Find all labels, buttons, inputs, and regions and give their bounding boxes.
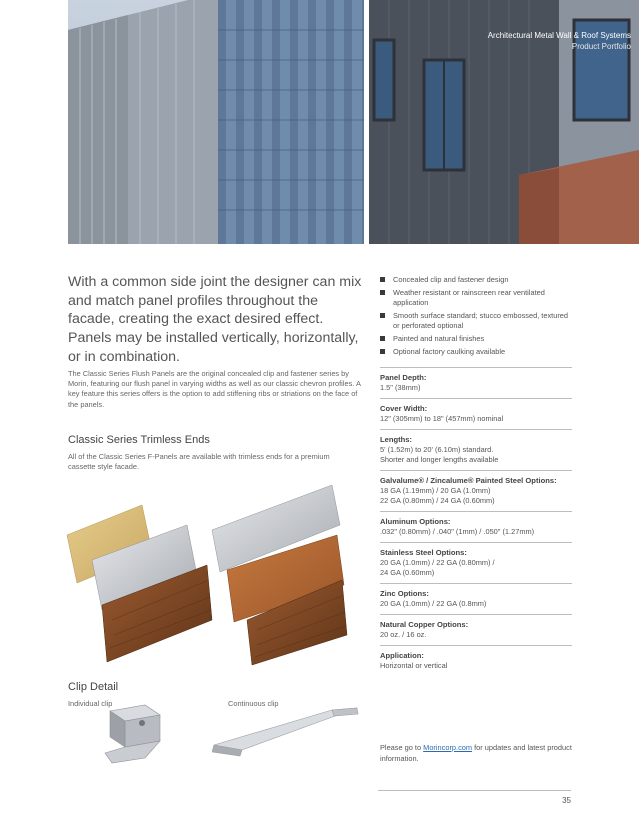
feature-item: Painted and natural finishes <box>380 334 575 344</box>
spec-label: Panel Depth: <box>380 373 427 382</box>
continuous-clip-label: Continuous clip <box>228 699 279 708</box>
spec-label: Zinc Options: <box>380 589 429 598</box>
spec-value: 24 GA (0.60mm) <box>380 568 435 577</box>
website-link[interactable]: Morincorp.com <box>423 743 473 752</box>
spec-value: Horizontal or vertical <box>380 661 448 670</box>
spec-application <box>380 645 572 676</box>
spec-value: 1.5" (38mm) <box>380 383 421 392</box>
continuous-clip-icon <box>212 700 360 758</box>
continuous-clip-image <box>212 700 360 758</box>
spec-value: 5' (1.52m) to 20' (6.10m) standard. <box>380 445 494 454</box>
building-facade-photo <box>68 0 364 244</box>
panels-illustration <box>62 480 362 670</box>
spec-label: Galvalume® / Zincalume® Painted Steel Options: <box>380 476 557 485</box>
spec-value: 20 oz. / 16 oz. <box>380 630 427 639</box>
spec-value: .032" (0.80mm) / .040" (1mm) / .050" (1.27mm) <box>380 527 535 536</box>
spec-value: 22 GA (0.80mm) / 24 GA (0.60mm) <box>380 496 495 505</box>
spec-label: Lengths: <box>380 435 413 444</box>
spec-lengths <box>380 429 572 470</box>
feature-item: Smooth surface standard; stucco embossed, textured or perforated optional <box>380 311 575 331</box>
spec-painted-steel <box>380 470 572 511</box>
footer-prefix: Please go to <box>380 743 424 752</box>
hero-photo-left <box>68 0 364 244</box>
header-subtitle: Product Portfolio <box>571 42 631 51</box>
spec-natural-copper <box>380 614 572 645</box>
spec-zinc <box>380 583 572 614</box>
individual-clip-image <box>100 703 170 765</box>
spec-label: Aluminum Options: <box>380 517 451 526</box>
spec-list <box>380 367 572 676</box>
spec-label: Stainless Steel Options: <box>380 548 467 557</box>
clip-heading: Clip Detail <box>68 681 119 693</box>
intro-body: The Classic Series Flush Panels are the original concealed clip and fastener series by Morin, featuring our flush panel in varying widths as well as our classic chevron profiles. A key feature this series offers is the option to add stiffening ribs or striations on the face of the panels. <box>68 369 361 409</box>
spec-panel-depth <box>380 367 572 398</box>
spec-label: Natural Copper Options: <box>380 620 469 629</box>
individual-clip-label: Individual clip <box>68 699 113 708</box>
feature-item: Optional factory caulking available <box>380 347 575 357</box>
spec-label: Cover Width: <box>380 404 428 413</box>
spec-value: 18 GA (1.19mm) / 20 GA (1.0mm) <box>380 486 491 495</box>
spec-value: 12" (305mm) to 18" (457mm) nominal <box>380 414 504 423</box>
feature-list <box>380 275 575 360</box>
page-number: 35 <box>562 796 571 805</box>
feature-item: Weather resistant or rainscreen rear ventilated application <box>380 288 575 308</box>
spec-aluminum <box>380 511 572 542</box>
feature-item: Concealed clip and fastener design <box>380 275 575 285</box>
spec-label: Application: <box>380 651 424 660</box>
individual-clip-icon <box>100 703 170 765</box>
header-caption <box>488 30 631 52</box>
spec-cover-width <box>380 398 572 429</box>
spec-stainless-steel <box>380 542 572 583</box>
footer-suffix: for updates and latest product information. <box>380 743 572 763</box>
spec-value: 20 GA (1.0mm) / 22 GA (0.8mm) <box>380 599 487 608</box>
trimless-heading: Classic Series Trimless Ends <box>68 434 210 446</box>
spec-value: Shorter and longer lengths available <box>380 455 499 464</box>
intro-lead: With a common side joint the designer can mix and match panel profiles throughout the facade, creating the exact desired effect. Panels may be installed vertically, horizontally, or in combination. <box>68 274 362 365</box>
header-title: Architectural Metal Wall & Roof Systems <box>487 31 631 40</box>
hero-photo-right <box>369 0 639 244</box>
spec-value: 20 GA (1.0mm) / 22 GA (0.80mm) / <box>380 558 495 567</box>
trimless-body: All of the Classic Series F-Panels are available with trimless ends for a premium cassette style facade. <box>68 452 330 472</box>
page-number-rule <box>378 790 571 791</box>
footer-note <box>380 743 580 764</box>
trimless-panels-image <box>62 480 362 670</box>
